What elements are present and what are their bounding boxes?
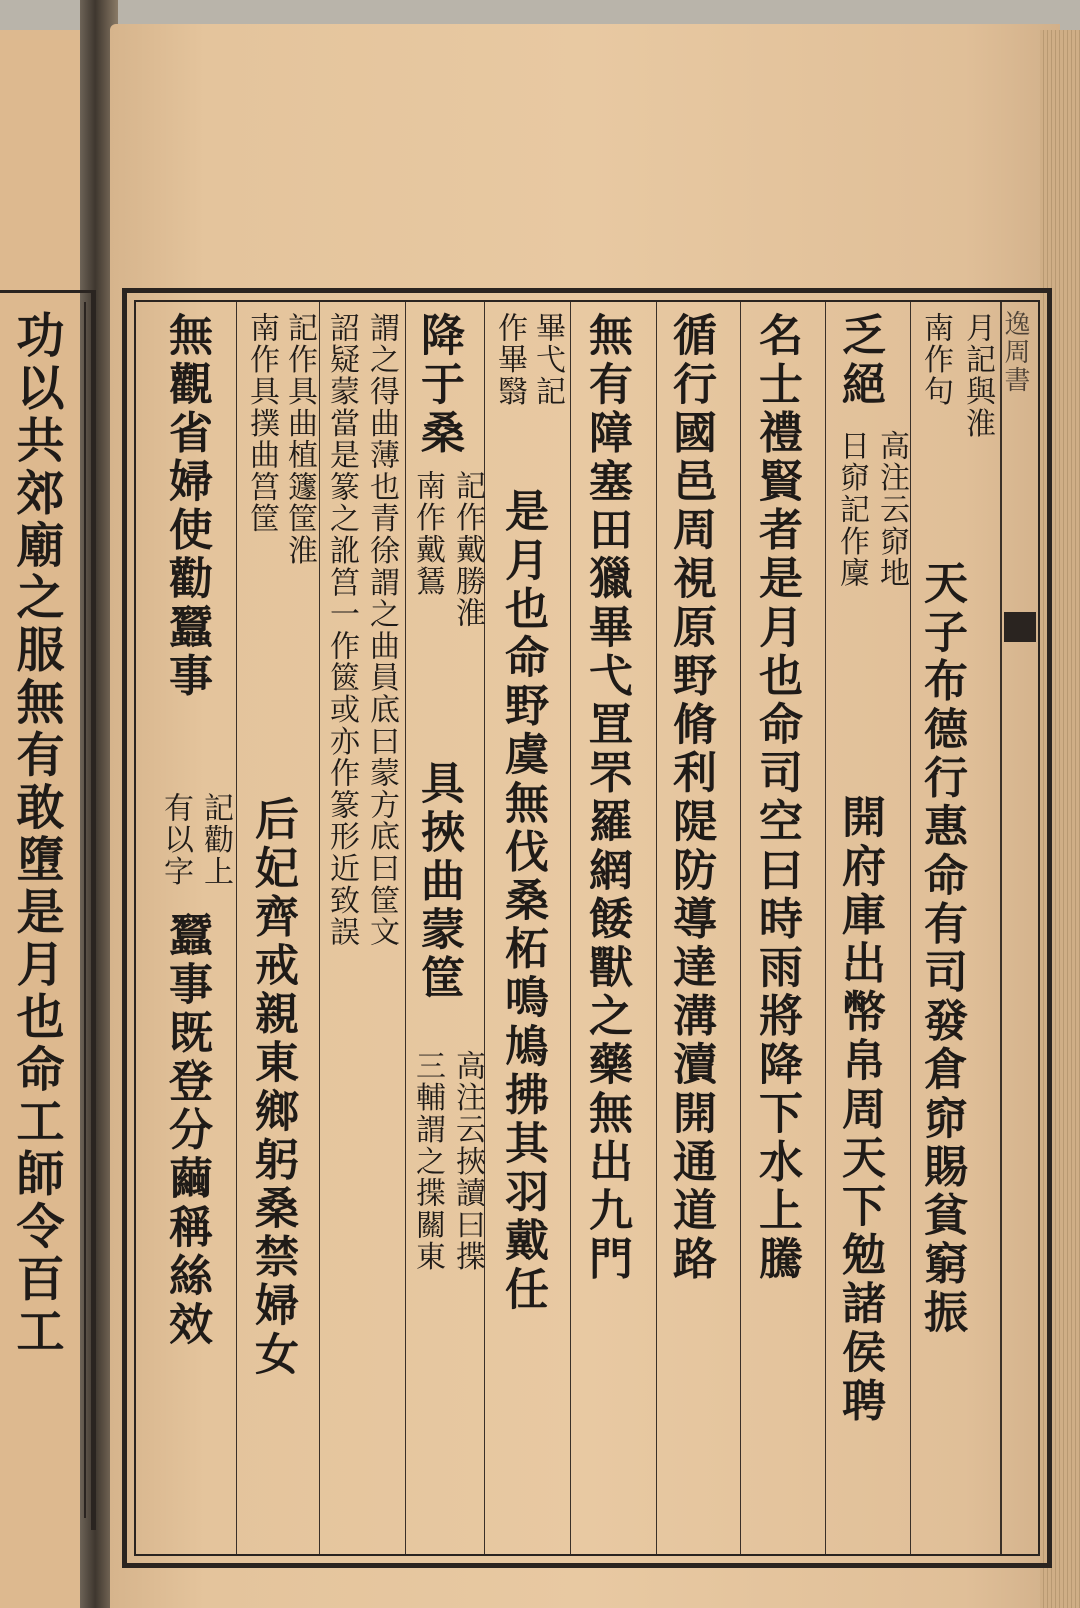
main-text: 后妃齊戒親東鄉躬桑禁婦女 bbox=[247, 796, 298, 1380]
fold-margin bbox=[1000, 302, 1040, 1554]
main-text: 降于桑 bbox=[413, 312, 464, 458]
main-text: 天子布德行惠命有司發倉窌賜貧窮振 bbox=[916, 560, 967, 1338]
annotation-left: 作畢翳 bbox=[492, 312, 527, 408]
annotation-right: 記勸上 bbox=[198, 792, 233, 888]
annotation-right: 記作戴勝淮 bbox=[450, 470, 485, 629]
main-text: 具挾曲蒙筐 bbox=[413, 760, 464, 1003]
fish-tail-mark bbox=[1004, 612, 1036, 642]
column-rule bbox=[825, 302, 826, 1554]
main-text: 乏絕 bbox=[834, 312, 885, 410]
column-rule bbox=[656, 302, 657, 1554]
column-rule bbox=[570, 302, 571, 1554]
column-rule bbox=[910, 302, 911, 1554]
column-rule bbox=[319, 302, 320, 1554]
annotation-right: 謂之得曲薄也青徐謂之曲員底曰蒙方底曰筐文 bbox=[364, 312, 399, 948]
fold-margin-title: 逸周書 bbox=[1000, 310, 1030, 394]
annotation-left: 南作戴鵟 bbox=[410, 470, 445, 598]
annotation-left: 三輔謂之揲關東 bbox=[410, 1050, 445, 1273]
main-text: 是月也命野虞無伐桑柘鳴鳩拂其羽戴任 bbox=[497, 488, 548, 1315]
main-text: 名士禮賢者是月也命司空曰時雨將降下水上騰 bbox=[751, 312, 802, 1284]
main-text: 開府庫出幣帛周天下勉諸侯聘 bbox=[834, 794, 885, 1426]
annotation-left: 有以字 bbox=[158, 792, 193, 888]
column-rule bbox=[405, 302, 406, 1554]
annotation-right: 高注云挾讀曰揲 bbox=[450, 1050, 485, 1273]
column-rule bbox=[236, 302, 237, 1554]
main-text: 蠶事既登分繭稱絲效 bbox=[161, 912, 212, 1350]
main-text: 無有障塞田獵畢弋罝罘羅網餧獸之藥無出九門 bbox=[581, 312, 632, 1284]
annotation-right: 記作具曲植籧筐淮 bbox=[282, 312, 317, 567]
column-rule bbox=[740, 302, 741, 1554]
annotation-left: 詔疑蒙當是篆之訛筥一作篋或亦作篆形近致誤 bbox=[324, 312, 359, 948]
main-text: 循行國邑周視原野脩利隄防導達溝瀆開通道路 bbox=[665, 312, 716, 1284]
main-text: 無觀省婦使勸蠶事 bbox=[161, 312, 212, 701]
annotation-left: 南作具撲曲筥筐 bbox=[244, 312, 279, 535]
annotation-right: 畢弋記 bbox=[530, 312, 565, 408]
annotation-left: 日窌記作廩 bbox=[834, 430, 869, 589]
left-page-column: 功以共郊廟之服無有敢墮是月也命工師令百工 bbox=[8, 310, 64, 1358]
annotation-right: 月記與淮 bbox=[960, 312, 995, 440]
annotation-right: 高注云窌地 bbox=[874, 430, 909, 589]
annotation-left: 南作句 bbox=[918, 312, 953, 408]
